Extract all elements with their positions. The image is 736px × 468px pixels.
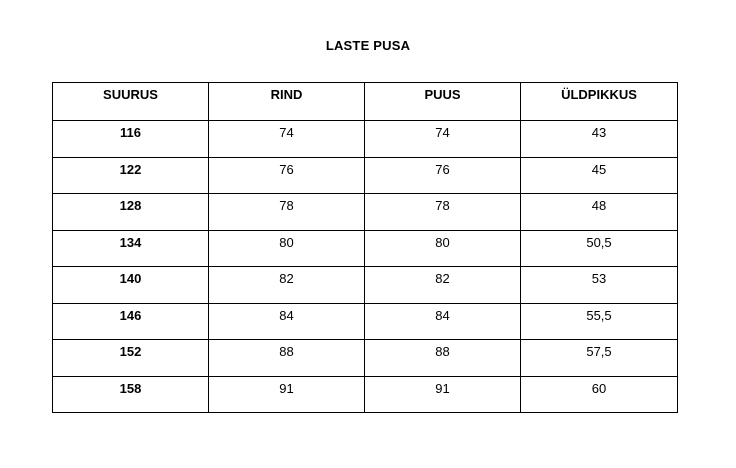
chest-cell: 76 xyxy=(209,157,365,194)
header-total-length: ÜLDPIKKUS xyxy=(521,83,678,121)
size-cell: 140 xyxy=(53,267,209,304)
sleeve-cell: 76 xyxy=(365,157,521,194)
header-size: SUURUS xyxy=(53,83,209,121)
header-chest: RIND xyxy=(209,83,365,121)
size-cell: 158 xyxy=(53,376,209,413)
chest-cell: 82 xyxy=(209,267,365,304)
table-row xyxy=(53,267,678,304)
chest-cell: 80 xyxy=(209,230,365,267)
sleeve-cell: 82 xyxy=(365,267,521,304)
sleeve-cell: 74 xyxy=(365,121,521,158)
size-cell: 122 xyxy=(53,157,209,194)
total-length-cell: 60 xyxy=(521,376,678,413)
chest-cell: 91 xyxy=(209,376,365,413)
table-row xyxy=(53,340,678,377)
size-cell: 152 xyxy=(53,340,209,377)
sleeve-cell: 78 xyxy=(365,194,521,231)
table-header-row xyxy=(53,83,678,121)
sleeve-cell: 88 xyxy=(365,340,521,377)
header-sleeve: PUUS xyxy=(365,83,521,121)
size-cell: 116 xyxy=(53,121,209,158)
sleeve-cell: 91 xyxy=(365,376,521,413)
total-length-cell: 57,5 xyxy=(521,340,678,377)
chest-cell: 78 xyxy=(209,194,365,231)
total-length-cell: 50,5 xyxy=(521,230,678,267)
table-row xyxy=(53,376,678,413)
table-row xyxy=(53,157,678,194)
table-row xyxy=(53,230,678,267)
total-length-cell: 55,5 xyxy=(521,303,678,340)
chest-cell: 88 xyxy=(209,340,365,377)
chest-cell: 84 xyxy=(209,303,365,340)
total-length-cell: 45 xyxy=(521,157,678,194)
table-row xyxy=(53,194,678,231)
total-length-cell: 48 xyxy=(521,194,678,231)
document-title: LASTE PUSA xyxy=(325,38,411,53)
sleeve-cell: 84 xyxy=(365,303,521,340)
size-table xyxy=(52,82,678,413)
sleeve-cell: 80 xyxy=(365,230,521,267)
chest-cell: 74 xyxy=(209,121,365,158)
size-cell: 146 xyxy=(53,303,209,340)
table-row xyxy=(53,121,678,158)
total-length-cell: 53 xyxy=(521,267,678,304)
size-cell: 128 xyxy=(53,194,209,231)
table-row xyxy=(53,303,678,340)
size-cell: 134 xyxy=(53,230,209,267)
total-length-cell: 43 xyxy=(521,121,678,158)
